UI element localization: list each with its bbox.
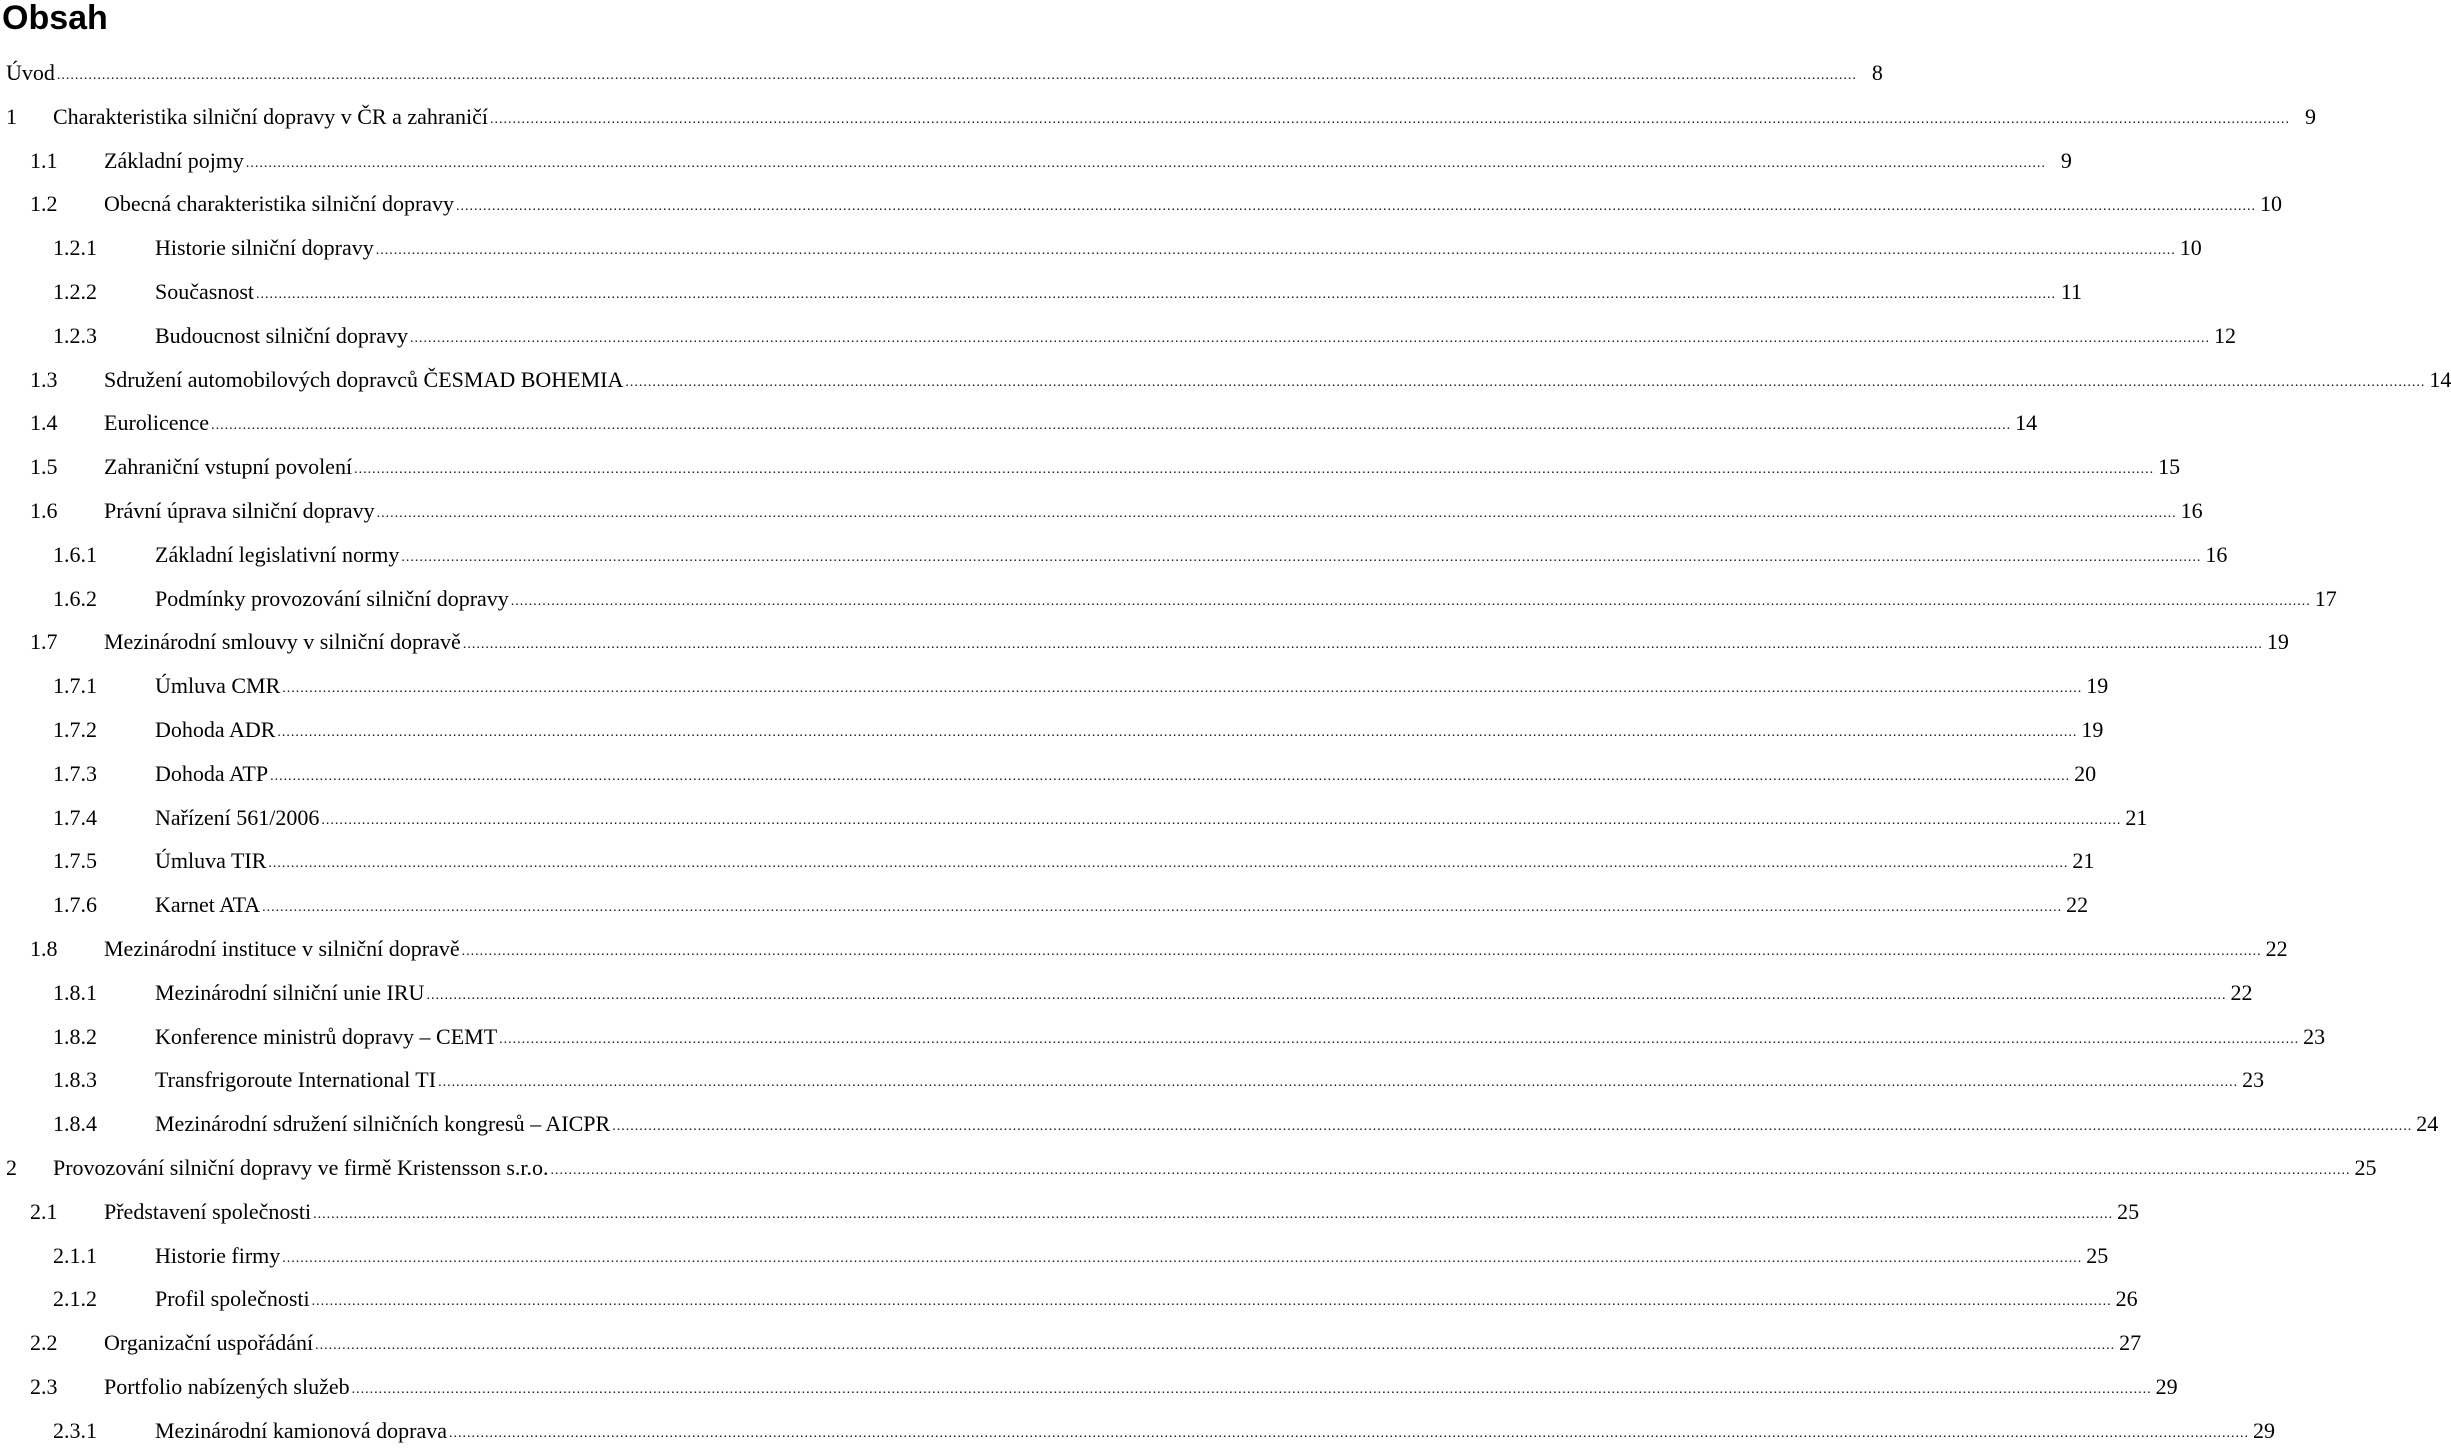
toc-entry-page-number: 19 — [2081, 717, 2104, 742]
toc-entry-page-number: 21 — [2125, 804, 2148, 830]
dot-leader: ................................................................................................................................................................................................................................................................................................................................................................................................................ — [489, 111, 2290, 127]
toc-entry[interactable] — [0, 401, 2038, 445]
toc-entry-number: 1.7.1 — [53, 673, 97, 699]
toc-entry[interactable] — [0, 927, 2288, 971]
toc-entry-number: 1.7.4 — [53, 804, 97, 830]
dot-leader: ................................................................................................................................................................................................................................................................................................................................................................................................................ — [449, 1425, 2250, 1441]
toc-entry-title: Historie silniční dopravy — [155, 235, 374, 261]
toc-entry-page-number: 29 — [2155, 1374, 2178, 1399]
toc-entry-page-number: 14 — [2015, 410, 2038, 436]
toc-entry-number: 1.8.3 — [53, 1067, 97, 1093]
dot-leader: ................................................................................................................................................................................................................................................................................................................................................................................................................ — [262, 900, 2063, 916]
toc-entry-page-number: 20 — [2074, 760, 2097, 786]
toc-entry-page-number: 9 — [2060, 147, 2072, 173]
dot-leader: ................................................................................................................................................................................................................................................................................................................................................................................................................ — [462, 637, 2263, 653]
dot-leader: ................................................................................................................................................................................................................................................................................................................................................................................................................ — [313, 1206, 2114, 1222]
toc-entry-title: Sdružení automobilových dopravců ČESMAD BOHEMIA — [104, 366, 624, 392]
toc-entry-number: 1.6.2 — [53, 585, 97, 611]
dot-leader: ................................................................................................................................................................................................................................................................................................................................................................................................................ — [351, 1382, 2152, 1397]
dot-leader: ................................................................................................................................................................................................................................................................................................................................................................................................................ — [282, 681, 2083, 697]
toc-entry-title: Transfrigoroute International TI — [155, 1067, 437, 1093]
toc-entry-page-number: 16 — [2180, 498, 2203, 523]
toc-entry[interactable] — [0, 1277, 2138, 1321]
page-title: Obsah — [2, 0, 108, 37]
toc-entry[interactable] — [0, 314, 2236, 358]
toc-entry-title: Mezinárodní instituce v silniční dopravě — [104, 936, 460, 961]
toc-entry-title: Eurolicence — [104, 410, 210, 436]
toc-entry-number: 2.1.2 — [53, 1286, 97, 1312]
toc-entry-title: Zahraniční vstupní povolení — [104, 454, 353, 480]
toc-entry[interactable] — [0, 533, 2228, 577]
toc-entry[interactable] — [0, 182, 2283, 226]
toc-entry-number: 1.2.2 — [53, 279, 97, 304]
toc-entry-page-number: 15 — [2158, 454, 2181, 480]
toc-entry[interactable] — [0, 708, 2104, 752]
toc-entry-title: Organizační uspořádání — [104, 1330, 314, 1356]
toc-entry-page-number: 12 — [2213, 322, 2236, 348]
toc-entry-title: Právní úprava silniční dopravy — [104, 498, 375, 523]
toc-entry[interactable] — [0, 620, 2289, 664]
toc-entry[interactable] — [0, 358, 2451, 402]
toc-entry[interactable] — [0, 752, 2097, 796]
dot-leader: ................................................................................................................................................................................................................................................................................................................................................................................................................ — [438, 1075, 2239, 1091]
toc-entry-number: 1.2.1 — [53, 235, 97, 261]
toc-entry-title: Podmínky provozování silniční dopravy — [155, 585, 509, 611]
toc-entry-title: Základní legislativní normy — [155, 541, 400, 567]
toc-entry-number: 1.8 — [30, 936, 58, 961]
toc-entry[interactable] — [0, 1015, 2326, 1059]
toc-entry[interactable] — [0, 1058, 2265, 1102]
toc-entry[interactable] — [0, 664, 2109, 708]
toc-entry[interactable] — [0, 489, 2203, 533]
dot-leader: ................................................................................................................................................................................................................................................................................................................................................................................................................ — [256, 287, 2056, 302]
toc-entry-number: 1.7 — [30, 629, 58, 655]
toc-entry-title: Budoucnost silniční dopravy — [155, 322, 408, 348]
toc-entry[interactable] — [0, 971, 2253, 1015]
toc-entry-title: Portfolio nabízených služeb — [104, 1374, 350, 1399]
toc-entry-number: 1 — [6, 103, 17, 129]
dot-leader: ................................................................................................................................................................................................................................................................................................................................................................................................................ — [426, 987, 2227, 1003]
toc-entry-number: 1.4 — [30, 410, 58, 436]
toc-entry-page-number: 23 — [2303, 1023, 2326, 1049]
toc-entry-title: Karnet ATA — [155, 892, 261, 918]
toc-entry-title: Úvod — [6, 60, 55, 85]
toc-entry[interactable] — [0, 883, 2089, 927]
toc-entry[interactable] — [0, 1190, 2140, 1234]
toc-entry-title: Historie firmy — [155, 1242, 281, 1268]
toc-entry-title: Úmluva TIR — [155, 848, 267, 874]
toc-entry-title: Konference ministrů dopravy – CEMT — [155, 1023, 498, 1049]
toc-entry-title: Mezinárodní smlouvy v silniční dopravě — [104, 629, 461, 655]
toc-entry-number: 1.2.3 — [53, 322, 97, 348]
toc-entry-title: Mezinárodní sdružení silničních kongresů – AICPR — [155, 1111, 611, 1137]
dot-leader: ................................................................................................................................................................................................................................................................................................................................................................................................................ — [245, 155, 2046, 171]
toc-entry[interactable] — [0, 445, 2181, 489]
dot-leader: ................................................................................................................................................................................................................................................................................................................................................................................................................ — [211, 418, 2012, 434]
toc-entry-page-number: 10 — [2260, 191, 2283, 217]
toc-entry-page-number: 9 — [2304, 103, 2316, 129]
toc-entry-page-number: 14 — [2429, 366, 2451, 392]
dot-leader: ................................................................................................................................................................................................................................................................................................................................................................................................................ — [277, 725, 2078, 740]
toc-entry-title: Představení společnosti — [104, 1198, 312, 1224]
dot-leader: ................................................................................................................................................................................................................................................................................................................................................................................................................ — [409, 330, 2210, 346]
dot-leader: ................................................................................................................................................................................................................................................................................................................................................................................................................ — [401, 549, 2202, 565]
toc-entry-title: Profil společnosti — [155, 1286, 310, 1312]
toc-entry-title: Dohoda ATP — [155, 760, 269, 786]
toc-entry-number: 1.7.6 — [53, 892, 97, 918]
toc-entry-number: 2 — [6, 1155, 17, 1180]
toc-entry-title: Mezinárodní silniční unie IRU — [155, 979, 425, 1005]
toc-entry-number: 1.8.2 — [53, 1023, 97, 1049]
toc-entry[interactable] — [0, 796, 2148, 840]
toc-entry-page-number: 27 — [2119, 1330, 2142, 1356]
toc-entry-page-number: 11 — [2060, 279, 2082, 304]
toc-entry-page-number: 22 — [2265, 936, 2288, 961]
toc-entry[interactable] — [0, 95, 2316, 139]
toc-entry-page-number: 17 — [2314, 585, 2337, 611]
toc-entry-number: 1.8.1 — [53, 979, 97, 1005]
dot-leader: ................................................................................................................................................................................................................................................................................................................................................................................................................ — [56, 68, 1857, 83]
dot-leader: ................................................................................................................................................................................................................................................................................................................................................................................................................ — [550, 1163, 2351, 1178]
dot-leader: ................................................................................................................................................................................................................................................................................................................................................................................................................ — [456, 199, 2257, 215]
toc-entry[interactable] — [0, 1146, 2377, 1190]
dot-leader: ................................................................................................................................................................................................................................................................................................................................................................................................................ — [375, 243, 2176, 259]
toc-entry-title: Provozování silniční dopravy ve firmě Kristensson s.r.o. — [53, 1155, 549, 1180]
dot-leader: ................................................................................................................................................................................................................................................................................................................................................................................................................ — [510, 593, 2311, 609]
toc-entry-number: 1.6.1 — [53, 541, 97, 567]
dot-leader: ................................................................................................................................................................................................................................................................................................................................................................................................................ — [612, 1119, 2413, 1135]
toc-entry-number: 1.7.3 — [53, 760, 97, 786]
toc-entry[interactable] — [0, 1409, 2276, 1453]
toc-entry[interactable] — [0, 1102, 2439, 1146]
dot-leader: ................................................................................................................................................................................................................................................................................................................................................................................................................ — [625, 374, 2426, 390]
toc-entry-page-number: 22 — [2066, 892, 2089, 918]
toc-entry[interactable] — [0, 139, 2072, 183]
toc-entry-number: 2.2 — [30, 1330, 58, 1356]
toc-entry-page-number: 25 — [2354, 1155, 2377, 1180]
toc-entry-number: 2.1.1 — [53, 1242, 97, 1268]
toc-entry-number: 2.1 — [30, 1198, 58, 1224]
dot-leader: ................................................................................................................................................................................................................................................................................................................................................................................................................ — [376, 506, 2177, 521]
toc-entry[interactable] — [0, 1234, 2109, 1278]
toc-entry-page-number: 29 — [2253, 1417, 2276, 1443]
toc-entry-title: Dohoda ADR — [155, 717, 276, 742]
toc-entry-number: 1.6 — [30, 498, 58, 523]
dot-leader: ................................................................................................................................................................................................................................................................................................................................................................................................................ — [461, 944, 2262, 959]
toc-entry-page-number: 26 — [2115, 1286, 2138, 1312]
toc-entry-title: Úmluva CMR — [155, 673, 281, 699]
toc-entry-page-number: 19 — [2266, 629, 2289, 655]
toc-entry[interactable] — [0, 577, 2337, 621]
toc-entry-number: 1.8.4 — [53, 1111, 97, 1137]
toc-entry-page-number: 24 — [2416, 1111, 2439, 1137]
toc-entry-page-number: 10 — [2179, 235, 2202, 261]
toc-entry-page-number: 8 — [1871, 60, 1883, 85]
toc-entry[interactable] — [0, 1365, 2178, 1409]
dot-leader: ................................................................................................................................................................................................................................................................................................................................................................................................................ — [268, 856, 2069, 872]
dot-leader: ................................................................................................................................................................................................................................................................................................................................................................................................................ — [311, 1294, 2112, 1310]
toc-entry-title: Mezinárodní kamionová doprava — [155, 1417, 448, 1443]
dot-leader: ................................................................................................................................................................................................................................................................................................................................................................................................................ — [321, 812, 2122, 828]
toc-entry-page-number: 22 — [2230, 979, 2253, 1005]
toc-entry-page-number: 21 — [2072, 848, 2095, 874]
toc-entry-page-number: 16 — [2205, 541, 2228, 567]
toc-entry-title: Současnost — [155, 279, 254, 304]
toc-entry[interactable] — [0, 839, 2095, 883]
toc-entry-title: Základní pojmy — [104, 147, 244, 173]
toc-entry-title: Charakteristika silniční dopravy v ČR a zahraničí — [53, 103, 488, 129]
dot-leader: ................................................................................................................................................................................................................................................................................................................................................................................................................ — [315, 1338, 2116, 1354]
toc-entry-number: 1.7.5 — [53, 848, 97, 874]
toc-entry-number: 1.1 — [30, 147, 58, 173]
toc-entry[interactable] — [0, 270, 2082, 314]
dot-leader: ................................................................................................................................................................................................................................................................................................................................................................................................................ — [282, 1250, 2083, 1266]
dot-leader: ................................................................................................................................................................................................................................................................................................................................................................................................................ — [270, 768, 2071, 784]
toc-entry-number: 2.3 — [30, 1374, 58, 1399]
toc-entry-number: 1.7.2 — [53, 717, 97, 742]
toc-entry-title: Obecná charakteristika silniční dopravy — [104, 191, 455, 217]
toc-entry-page-number: 25 — [2086, 1242, 2109, 1268]
toc-entry-number: 2.3.1 — [53, 1417, 97, 1443]
toc-entry-page-number: 25 — [2117, 1198, 2140, 1224]
dot-leader: ................................................................................................................................................................................................................................................................................................................................................................................................................ — [354, 462, 2155, 478]
dot-leader: ................................................................................................................................................................................................................................................................................................................................................................................................................ — [499, 1031, 2300, 1047]
toc-entry-number: 1.3 — [30, 366, 58, 392]
toc-entry[interactable] — [0, 51, 1883, 95]
toc-entry-number: 1.5 — [30, 454, 58, 480]
toc-entry[interactable] — [0, 1321, 2142, 1365]
toc-entry-page-number: 23 — [2242, 1067, 2265, 1093]
toc-entry-page-number: 19 — [2086, 673, 2109, 699]
toc-entry-title: Nařízení 561/2006 — [155, 804, 320, 830]
toc-entry-number: 1.2 — [30, 191, 58, 217]
toc-entry[interactable] — [0, 226, 2202, 270]
